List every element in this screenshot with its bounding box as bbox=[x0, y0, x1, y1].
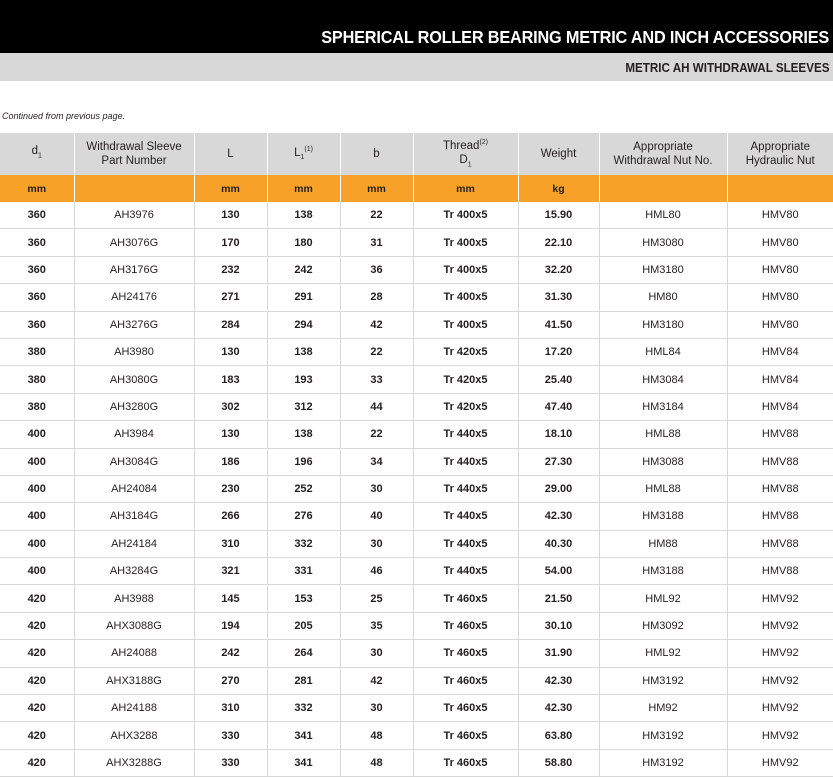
l1-cell: 294 bbox=[267, 311, 340, 338]
withdrawal-nut-cell: HM3084 bbox=[599, 366, 727, 393]
part-number-cell: AH3976 bbox=[74, 202, 194, 229]
table-row bbox=[0, 229, 833, 256]
hydraulic-nut-cell: HMV80 bbox=[727, 202, 833, 229]
l1-cell: 138 bbox=[267, 202, 340, 229]
weight-cell: 47.40 bbox=[518, 393, 599, 420]
withdrawal-nut-cell: HM3184 bbox=[599, 393, 727, 420]
thread-cell: Tr 460x5 bbox=[413, 612, 518, 639]
l-cell: 284 bbox=[194, 311, 267, 338]
l-cell: 145 bbox=[194, 585, 267, 612]
thread-cell: Tr 460x5 bbox=[413, 749, 518, 776]
table-body bbox=[0, 202, 833, 777]
l1-cell: 196 bbox=[267, 448, 340, 475]
weight-cell: 42.30 bbox=[518, 695, 599, 722]
table-row bbox=[0, 558, 833, 585]
d1-cell: 420 bbox=[0, 695, 74, 722]
hydraulic-nut-cell: HMV88 bbox=[727, 503, 833, 530]
weight-cell: 58.80 bbox=[518, 749, 599, 776]
weight-cell: 32.20 bbox=[518, 256, 599, 283]
part-number-cell: AH3280G bbox=[74, 393, 194, 420]
unit-cell: mm bbox=[194, 175, 267, 202]
d1-cell: 360 bbox=[0, 284, 74, 311]
hydraulic-nut-cell: HMV92 bbox=[727, 612, 833, 639]
withdrawal-nut-cell: HM3180 bbox=[599, 256, 727, 283]
d1-cell: 400 bbox=[0, 530, 74, 557]
d1-cell: 420 bbox=[0, 640, 74, 667]
b-cell: 30 bbox=[340, 640, 413, 667]
table-row bbox=[0, 421, 833, 448]
b-cell: 42 bbox=[340, 311, 413, 338]
part-number-cell: AH3084G bbox=[74, 448, 194, 475]
l-cell: 242 bbox=[194, 640, 267, 667]
withdrawal-nut-cell: HM80 bbox=[599, 284, 727, 311]
d1-cell: 420 bbox=[0, 612, 74, 639]
l-cell: 194 bbox=[194, 612, 267, 639]
title-bar bbox=[0, 0, 833, 53]
col-thread-header: Thread$^{(2)}$ $D_1$ bbox=[413, 133, 518, 175]
weight-cell: 63.80 bbox=[518, 722, 599, 749]
continued-note: Continued from previous page. bbox=[2, 111, 126, 121]
table-row bbox=[0, 667, 833, 694]
part-number-cell: AH3988 bbox=[74, 585, 194, 612]
thread-cell: Tr 440x5 bbox=[413, 448, 518, 475]
hydraulic-nut-cell: HMV84 bbox=[727, 366, 833, 393]
b-cell: 22 bbox=[340, 338, 413, 365]
b-cell: 40 bbox=[340, 503, 413, 530]
withdrawal-nut-cell: HM3188 bbox=[599, 503, 727, 530]
column-header-row bbox=[0, 133, 833, 175]
sleeves-table bbox=[0, 133, 833, 777]
d1-cell: 400 bbox=[0, 503, 74, 530]
withdrawal-nut-cell: HML92 bbox=[599, 585, 727, 612]
l1-cell: 153 bbox=[267, 585, 340, 612]
l-cell: 330 bbox=[194, 749, 267, 776]
b-cell: 22 bbox=[340, 421, 413, 448]
table-row bbox=[0, 475, 833, 502]
b-cell: 35 bbox=[340, 612, 413, 639]
col-part-number-header: Withdrawal Sleeve Part Number bbox=[74, 133, 194, 175]
hydraulic-nut-cell: HMV88 bbox=[727, 448, 833, 475]
b-cell: 25 bbox=[340, 585, 413, 612]
table-row bbox=[0, 722, 833, 749]
hydraulic-nut-cell: HMV80 bbox=[727, 256, 833, 283]
thread-cell: Tr 440x5 bbox=[413, 421, 518, 448]
weight-cell: 41.50 bbox=[518, 311, 599, 338]
thread-cell: Tr 440x5 bbox=[413, 503, 518, 530]
subtitle-bar bbox=[0, 53, 833, 81]
weight-cell: 22.10 bbox=[518, 229, 599, 256]
weight-cell: 17.20 bbox=[518, 338, 599, 365]
b-cell: 46 bbox=[340, 558, 413, 585]
part-number-cell: AH3984 bbox=[74, 421, 194, 448]
d1-cell: 360 bbox=[0, 256, 74, 283]
thread-cell: Tr 420x5 bbox=[413, 366, 518, 393]
thread-cell: Tr 440x5 bbox=[413, 530, 518, 557]
table-row bbox=[0, 749, 833, 776]
part-number-cell: AH3080G bbox=[74, 366, 194, 393]
l1-cell: 264 bbox=[267, 640, 340, 667]
withdrawal-nut-cell: HM3192 bbox=[599, 667, 727, 694]
table-row bbox=[0, 284, 833, 311]
part-number-cell: AH24184 bbox=[74, 530, 194, 557]
part-number-cell: AH24188 bbox=[74, 695, 194, 722]
table-row bbox=[0, 202, 833, 229]
d1-cell: 400 bbox=[0, 421, 74, 448]
unit-cell: kg bbox=[518, 175, 599, 202]
l-cell: 266 bbox=[194, 503, 267, 530]
hydraulic-nut-cell: HMV92 bbox=[727, 585, 833, 612]
b-cell: 33 bbox=[340, 366, 413, 393]
b-cell: 48 bbox=[340, 722, 413, 749]
l-cell: 271 bbox=[194, 284, 267, 311]
l-cell: 230 bbox=[194, 475, 267, 502]
table-row bbox=[0, 338, 833, 365]
hydraulic-nut-cell: HMV80 bbox=[727, 284, 833, 311]
unit-cell: mm bbox=[0, 175, 74, 202]
table-row bbox=[0, 585, 833, 612]
section-subtitle: METRIC AH WITHDRAWAL SLEEVES bbox=[624, 61, 829, 75]
thread-cell: Tr 400x5 bbox=[413, 256, 518, 283]
l-cell: 330 bbox=[194, 722, 267, 749]
unit-cell: mm bbox=[340, 175, 413, 202]
hydraulic-nut-cell: HMV88 bbox=[727, 558, 833, 585]
part-number-cell: AH3184G bbox=[74, 503, 194, 530]
l1-cell: 341 bbox=[267, 722, 340, 749]
thread-cell: Tr 460x5 bbox=[413, 640, 518, 667]
table-row bbox=[0, 448, 833, 475]
weight-cell: 29.00 bbox=[518, 475, 599, 502]
withdrawal-nut-cell: HM3192 bbox=[599, 749, 727, 776]
part-number-cell: AH3276G bbox=[74, 311, 194, 338]
table-row bbox=[0, 612, 833, 639]
hydraulic-nut-cell: HMV88 bbox=[727, 421, 833, 448]
unit-cell bbox=[727, 175, 833, 202]
part-number-cell: AH24084 bbox=[74, 475, 194, 502]
weight-cell: 27.30 bbox=[518, 448, 599, 475]
table-row bbox=[0, 393, 833, 420]
part-number-cell: AHX3288 bbox=[74, 722, 194, 749]
weight-cell: 25.40 bbox=[518, 366, 599, 393]
l1-cell: 331 bbox=[267, 558, 340, 585]
withdrawal-nut-cell: HML84 bbox=[599, 338, 727, 365]
table-row bbox=[0, 256, 833, 283]
part-number-cell: AH24088 bbox=[74, 640, 194, 667]
weight-cell: 15.90 bbox=[518, 202, 599, 229]
units-row bbox=[0, 175, 833, 202]
d1-cell: 420 bbox=[0, 722, 74, 749]
withdrawal-nut-cell: HML88 bbox=[599, 475, 727, 502]
withdrawal-nut-cell: HM3192 bbox=[599, 722, 727, 749]
withdrawal-nut-cell: HM3188 bbox=[599, 558, 727, 585]
hydraulic-nut-cell: HMV80 bbox=[727, 311, 833, 338]
withdrawal-nut-cell: HM3180 bbox=[599, 311, 727, 338]
hydraulic-nut-cell: HMV92 bbox=[727, 640, 833, 667]
l-cell: 302 bbox=[194, 393, 267, 420]
b-cell: 34 bbox=[340, 448, 413, 475]
hydraulic-nut-cell: HMV92 bbox=[727, 722, 833, 749]
l1-cell: 180 bbox=[267, 229, 340, 256]
l-cell: 232 bbox=[194, 256, 267, 283]
part-number-cell: AH3176G bbox=[74, 256, 194, 283]
d1-cell: 420 bbox=[0, 667, 74, 694]
withdrawal-nut-cell: HM92 bbox=[599, 695, 727, 722]
withdrawal-nut-cell: HM3080 bbox=[599, 229, 727, 256]
unit-cell bbox=[74, 175, 194, 202]
table-row bbox=[0, 530, 833, 557]
d1-cell: 360 bbox=[0, 229, 74, 256]
table-row bbox=[0, 503, 833, 530]
b-cell: 30 bbox=[340, 695, 413, 722]
hydraulic-nut-cell: HMV80 bbox=[727, 229, 833, 256]
thread-cell: Tr 400x5 bbox=[413, 229, 518, 256]
weight-cell: 40.30 bbox=[518, 530, 599, 557]
withdrawal-nut-cell: HML88 bbox=[599, 421, 727, 448]
d1-cell: 400 bbox=[0, 448, 74, 475]
weight-cell: 54.00 bbox=[518, 558, 599, 585]
thread-cell: Tr 460x5 bbox=[413, 722, 518, 749]
col-weight-header: Weight bbox=[518, 133, 599, 175]
l-cell: 130 bbox=[194, 338, 267, 365]
thread-cell: Tr 400x5 bbox=[413, 202, 518, 229]
l-cell: 183 bbox=[194, 366, 267, 393]
l-cell: 321 bbox=[194, 558, 267, 585]
b-cell: 36 bbox=[340, 256, 413, 283]
l-cell: 270 bbox=[194, 667, 267, 694]
l-cell: 130 bbox=[194, 202, 267, 229]
part-number-cell: AHX3188G bbox=[74, 667, 194, 694]
thread-cell: Tr 460x5 bbox=[413, 585, 518, 612]
thread-cell: Tr 400x5 bbox=[413, 311, 518, 338]
l1-cell: 291 bbox=[267, 284, 340, 311]
d1-cell: 400 bbox=[0, 475, 74, 502]
col-l-header: L bbox=[194, 133, 267, 175]
thread-cell: Tr 440x5 bbox=[413, 558, 518, 585]
withdrawal-nut-cell: HM3092 bbox=[599, 612, 727, 639]
l-cell: 310 bbox=[194, 530, 267, 557]
hydraulic-nut-cell: HMV88 bbox=[727, 475, 833, 502]
col-d1-header: $d_1$ bbox=[0, 133, 74, 175]
l1-cell: 312 bbox=[267, 393, 340, 420]
unit-cell: mm bbox=[413, 175, 518, 202]
unit-cell: mm bbox=[267, 175, 340, 202]
l-cell: 310 bbox=[194, 695, 267, 722]
d1-cell: 400 bbox=[0, 558, 74, 585]
b-cell: 30 bbox=[340, 530, 413, 557]
withdrawal-nut-cell: HML80 bbox=[599, 202, 727, 229]
withdrawal-nut-cell: HM88 bbox=[599, 530, 727, 557]
hydraulic-nut-cell: HMV84 bbox=[727, 393, 833, 420]
hydraulic-nut-cell: HMV92 bbox=[727, 667, 833, 694]
l1-cell: 332 bbox=[267, 530, 340, 557]
part-number-cell: AH3076G bbox=[74, 229, 194, 256]
l1-cell: 281 bbox=[267, 667, 340, 694]
d1-cell: 420 bbox=[0, 749, 74, 776]
b-cell: 48 bbox=[340, 749, 413, 776]
l1-cell: 138 bbox=[267, 421, 340, 448]
part-number-cell: AH3284G bbox=[74, 558, 194, 585]
table-row bbox=[0, 640, 833, 667]
thread-cell: Tr 460x5 bbox=[413, 695, 518, 722]
page-title: SPHERICAL ROLLER BEARING METRIC AND INCH ACCESSORIES bbox=[321, 27, 829, 47]
l-cell: 170 bbox=[194, 229, 267, 256]
l1-cell: 138 bbox=[267, 338, 340, 365]
weight-cell: 42.30 bbox=[518, 503, 599, 530]
d1-cell: 420 bbox=[0, 585, 74, 612]
weight-cell: 21.50 bbox=[518, 585, 599, 612]
col-hydraulic-nut-header: Appropriate Hydraulic Nut bbox=[727, 133, 833, 175]
col-b-header: b bbox=[340, 133, 413, 175]
col-withdrawal-nut-header: Appropriate Withdrawal Nut No. bbox=[599, 133, 727, 175]
d1-cell: 360 bbox=[0, 311, 74, 338]
l1-cell: 276 bbox=[267, 503, 340, 530]
l-cell: 186 bbox=[194, 448, 267, 475]
l1-cell: 341 bbox=[267, 749, 340, 776]
d1-cell: 380 bbox=[0, 393, 74, 420]
hydraulic-nut-cell: HMV92 bbox=[727, 749, 833, 776]
b-cell: 31 bbox=[340, 229, 413, 256]
l-cell: 130 bbox=[194, 421, 267, 448]
thread-cell: Tr 420x5 bbox=[413, 393, 518, 420]
weight-cell: 31.30 bbox=[518, 284, 599, 311]
b-cell: 28 bbox=[340, 284, 413, 311]
col-l1-header: $L_1^{(1)}$ bbox=[267, 133, 340, 175]
part-number-cell: AHX3088G bbox=[74, 612, 194, 639]
b-cell: 22 bbox=[340, 202, 413, 229]
d1-cell: 380 bbox=[0, 366, 74, 393]
l1-cell: 332 bbox=[267, 695, 340, 722]
weight-cell: 30.10 bbox=[518, 612, 599, 639]
b-cell: 44 bbox=[340, 393, 413, 420]
weight-cell: 18.10 bbox=[518, 421, 599, 448]
l1-cell: 193 bbox=[267, 366, 340, 393]
thread-cell: Tr 460x5 bbox=[413, 667, 518, 694]
thread-cell: Tr 420x5 bbox=[413, 338, 518, 365]
l1-cell: 205 bbox=[267, 612, 340, 639]
thread-cell: Tr 440x5 bbox=[413, 475, 518, 502]
hydraulic-nut-cell: HMV84 bbox=[727, 338, 833, 365]
weight-cell: 42.30 bbox=[518, 667, 599, 694]
withdrawal-nut-cell: HM3088 bbox=[599, 448, 727, 475]
weight-cell: 31.90 bbox=[518, 640, 599, 667]
b-cell: 30 bbox=[340, 475, 413, 502]
part-number-cell: AHX3288G bbox=[74, 749, 194, 776]
l1-cell: 252 bbox=[267, 475, 340, 502]
d1-cell: 360 bbox=[0, 202, 74, 229]
part-number-cell: AH3980 bbox=[74, 338, 194, 365]
table-row bbox=[0, 695, 833, 722]
withdrawal-nut-cell: HML92 bbox=[599, 640, 727, 667]
unit-cell bbox=[599, 175, 727, 202]
thread-cell: Tr 400x5 bbox=[413, 284, 518, 311]
hydraulic-nut-cell: HMV88 bbox=[727, 530, 833, 557]
table-row bbox=[0, 311, 833, 338]
table-row bbox=[0, 366, 833, 393]
b-cell: 42 bbox=[340, 667, 413, 694]
hydraulic-nut-cell: HMV92 bbox=[727, 695, 833, 722]
part-number-cell: AH24176 bbox=[74, 284, 194, 311]
l1-cell: 242 bbox=[267, 256, 340, 283]
d1-cell: 380 bbox=[0, 338, 74, 365]
